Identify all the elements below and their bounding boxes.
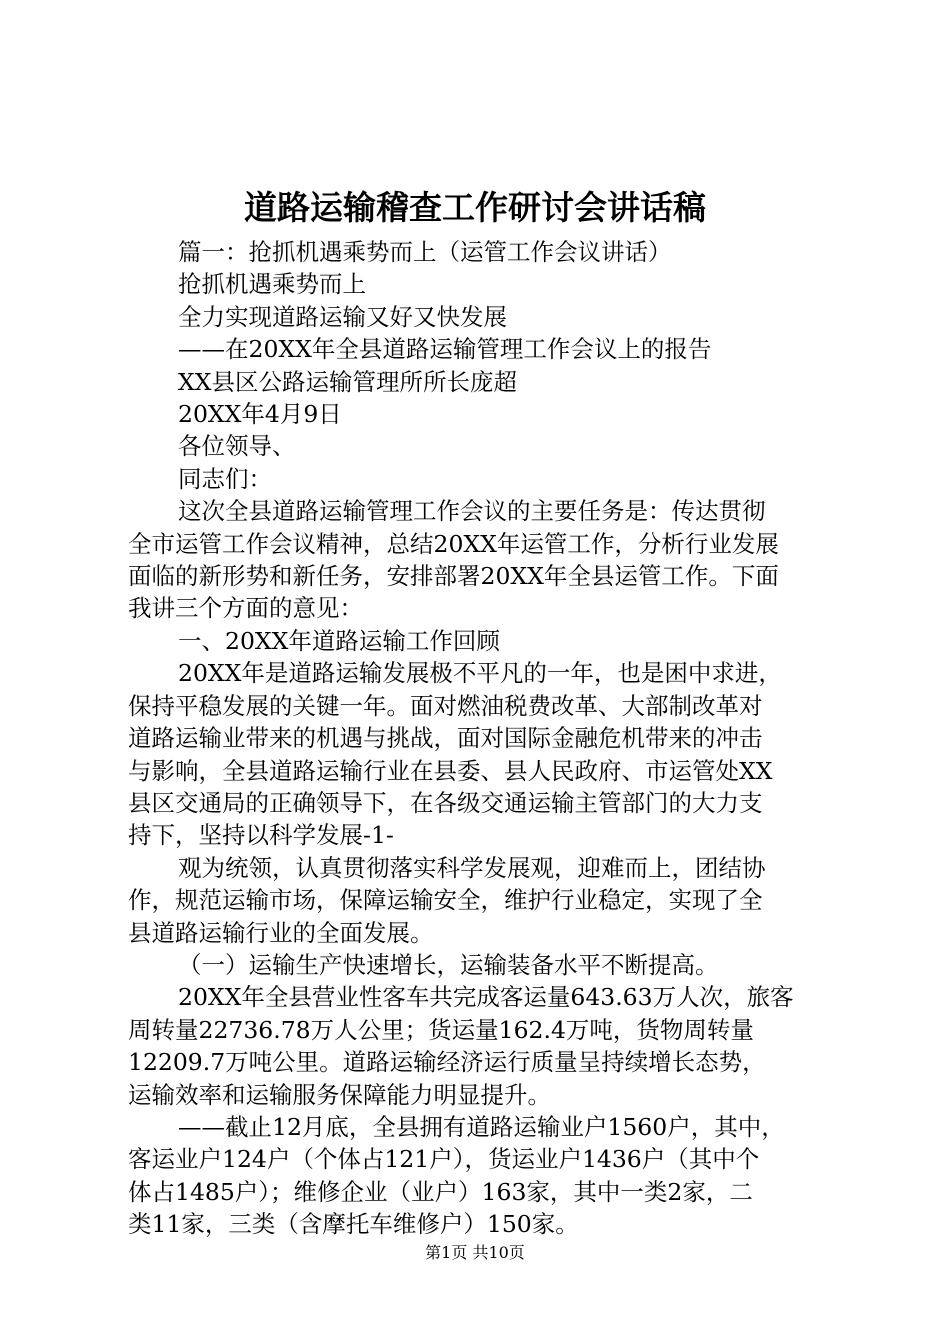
- text-line: 作，规范运输市场，保障运输安全，维护行业稳定，实现了全: [128, 886, 763, 915]
- text-line: 客运业户124户（个体占121户），货运业户1436户（其中个: [128, 1145, 760, 1174]
- text-line: 20XX年是道路运输发展极不平凡的一年，也是困中求进，: [178, 659, 782, 688]
- text-line: 12209.7万吨公里。道路运输经济运行质量呈持续增长态势，: [128, 1048, 766, 1077]
- text-line: 观为统领，认真贯彻落实科学发展观，迎难而上，团结协: [178, 853, 766, 882]
- salutation-line: 同志们：: [178, 464, 272, 493]
- paragraph-review: [128, 657, 834, 851]
- text-line: 道路运输业带来的机遇与挑战，面对国际金融危机带来的冲击: [128, 724, 763, 753]
- author-line: XX县区公路运输管理所所长庞超: [178, 367, 517, 396]
- text-line: 持下，坚持以科学发展-1-: [128, 821, 394, 850]
- text-line: 运输效率和运输服务保障能力明显提升。: [128, 1080, 551, 1109]
- report-subtitle: ——在20XX年全县道路运输管理工作会议上的报告: [178, 335, 712, 364]
- text-line: ——截止12月底，全县拥有道路运输业户1560户，其中，: [178, 1112, 785, 1141]
- section-heading: 一、20XX年道路运输工作回顾: [178, 626, 500, 655]
- paragraph-intro: [128, 495, 834, 625]
- text-line: 保持平稳发展的关键一年。面对燃油税费改革、大部制改革对: [128, 691, 763, 720]
- text-line: 体占1485户）；维修企业（业户）163家，其中一类2家，二: [128, 1177, 753, 1206]
- text-line: 20XX年全县营业性客车共完成客运量643.63万人次，旅客: [178, 983, 794, 1012]
- paragraph-enterprises: [128, 1111, 834, 1241]
- text-line: 类11家，三类（含摩托车维修户）150家。: [128, 1210, 579, 1239]
- text-line: 我讲三个方面的意见：: [128, 594, 363, 623]
- document-title: 道路运输稽查工作研讨会讲话稿: [244, 188, 706, 227]
- salutation-line: 各位领导、: [178, 432, 296, 461]
- page-number-footer: 第1页 共10页: [425, 1243, 525, 1262]
- text-line: 县道路运输行业的全面发展。: [128, 918, 434, 947]
- text-line: 面临的新形势和新任务，安排部署20XX年全县运管工作。下面: [128, 562, 779, 591]
- text-line: 县区交通局的正确领导下，在各级交通运输主管部门的大力支: [128, 788, 763, 817]
- paragraph-development: [128, 852, 834, 949]
- text-line: 这次全县道路运输管理工作会议的主要任务是：传达贯彻: [178, 497, 766, 526]
- heading-line: 抢抓机遇乘势而上: [178, 270, 366, 299]
- subsection-heading: （一）运输生产快速增长，运输装备水平不断提高。: [178, 950, 719, 979]
- text-line: 周转量22736.78万人公里；货运量162.4万吨，货物周转量: [128, 1015, 754, 1044]
- document-body: [128, 236, 834, 1241]
- heading-line: 全力实现道路运输又好又快发展: [178, 302, 507, 331]
- date-line: 20XX年4月9日: [178, 400, 342, 429]
- text-line: 与影响，全县道路运输行业在县委、县人民政府、市运管处XX: [128, 756, 773, 785]
- subtitle-line: 篇一：抢抓机遇乘势而上（运管工作会议讲话）: [178, 238, 672, 266]
- paragraph-statistics: [128, 981, 834, 1111]
- text-line: 全市运管工作会议精神，总结20XX年运管工作，分析行业发展: [128, 529, 779, 558]
